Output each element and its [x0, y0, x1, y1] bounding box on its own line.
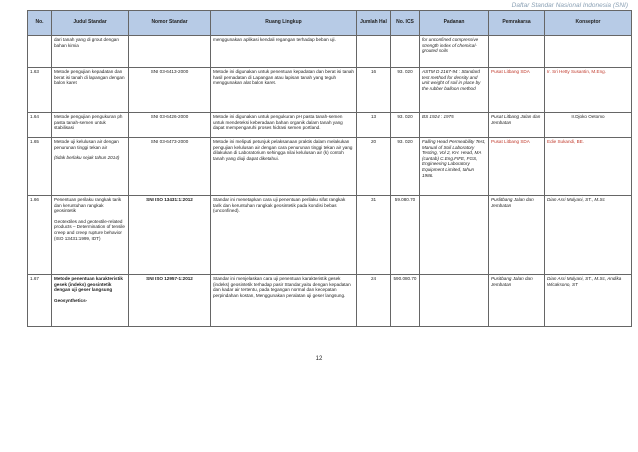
table-header-row	[28, 11, 632, 36]
row-ics: 59.080.70	[391, 196, 420, 275]
document-header-note: Daftar Standar Nasional Indonesia (SNI)	[511, 2, 628, 9]
table-row	[28, 36, 632, 68]
row-konseptor: Dian Asri Mulyani, ST., M.Sc	[545, 196, 632, 275]
row-pemrakarsa: Pusat Litbang SDA	[489, 138, 545, 196]
row-judul: Metode pengujian kepadatan dan berat isi tanah di lapangan dengan balon karet	[52, 68, 129, 113]
row-nomor: SNI 03-6473-2000	[129, 138, 211, 196]
row-nomor: SNI 03-6413-2000	[129, 68, 211, 113]
row-konseptor: Edie Sukandi, BE.	[545, 138, 632, 196]
table-row	[28, 68, 632, 113]
row-nomor: SNI 03-6426-2000	[129, 113, 211, 138]
standards-table	[27, 10, 632, 327]
row-jumlah: 24	[357, 275, 391, 327]
row-no: 1.63	[28, 68, 52, 113]
row-pemrakarsa: Pusat Litbang Jalan dan Jembatan	[489, 113, 545, 138]
table-row	[28, 275, 632, 327]
col-header-ruang: Ruang Lingkup	[211, 11, 357, 36]
row-judul: Metode pengujian pengukuran ph pasta tanah-semen untuk stabilisasi	[52, 113, 129, 138]
row-ruang: Metode ini digunakan untuk pengukuran pH pasta tanah-semen untuk mendeteksi keberadaan bahan organik dalam tanah yang dapat mempengaruhi proses hidrasi semen portland.	[211, 113, 357, 138]
row-judul-text: Penentuan perilaku rangkak tarik dan keruntuhan rangkak geosintetik	[54, 197, 122, 214]
row-nomor	[129, 36, 211, 68]
row-ruang: Standar ini menjelaskan cara uji penentuan karakteristik gesek (indeks) geosintetik terhadap pasir Standar,yaitu dengan kepadatan dan kadar air tertentu, pada tegangan normal dan kecepatan perpindahan kostan, Menggunakan peralatan uji geser langsung.	[211, 275, 357, 327]
row-ics: 590.080.70	[391, 275, 420, 327]
col-header-jumlah: Jumlah Hal	[357, 11, 391, 36]
row-jumlah: 20	[357, 138, 391, 196]
row-judul	[52, 138, 129, 196]
col-header-konseptor: Konseptor	[545, 11, 632, 36]
row-padanan: ASTM D 2167-94 : Standard test method for density and unit weight of soil in place by the rubber balloon method	[420, 68, 489, 113]
page-number: 12	[315, 356, 323, 362]
row-ics	[391, 36, 420, 68]
table-row	[28, 113, 632, 138]
col-header-judul: Judul Standar	[52, 11, 129, 36]
row-pemrakarsa: Pusat Litbang SDA	[489, 68, 545, 113]
table-row	[28, 138, 632, 196]
row-jumlah: 16	[357, 68, 391, 113]
row-ics: 93. 020	[391, 68, 420, 113]
row-no: 1.64	[28, 113, 52, 138]
col-header-pemrakarsa: Pemrakarsa	[489, 11, 545, 36]
row-judul-note: (tidak berlaku sejak tahun 2014)	[54, 155, 120, 161]
row-padanan	[420, 275, 489, 327]
row-no: 1.65	[28, 138, 52, 196]
row-jumlah	[357, 36, 391, 68]
row-judul-text: Metode penentuan karakteristik gesek (indeks) geosintetik dengan uji geser langsung	[54, 276, 123, 293]
row-padanan: for unconfined compressive strength index of chemical-grouted soils	[420, 36, 489, 68]
row-konseptor: Ir. Sri Hetty Susantin, M.Eng.	[545, 68, 632, 113]
row-judul-en: Geosynthetics-	[54, 297, 88, 303]
row-ruang: Metode ini meliputi petunjuk pelaksanaan praktis dalam melakukan pengujian kelulusan air dengan cara penurunan tinggi tekan air yang dilakukan di Laboratorium sehingga nilai kelulusan air (k) contoh tanah yang diuji dapat diketahui.	[211, 138, 357, 196]
col-header-nomor: Nomor Standar	[129, 11, 211, 36]
col-header-padanan: Padanan	[420, 11, 489, 36]
row-nomor: SNI ISO 13431:1:2012	[129, 196, 211, 275]
row-pemrakarsa: Pusitbang Jalan dan Jembatan	[489, 275, 545, 327]
row-ruang: Standar ini menetapkan cara uji penentuan perilaku sifat rangkak tarik dan keruntuhan rangkak geosintetik pada kondisi bebas (unconfined).	[211, 196, 357, 275]
row-nomor: SNI ISO 12957-1:2012	[129, 275, 211, 327]
col-header-no: No.	[28, 11, 52, 36]
row-konseptor: Dian Asri Mulyani, ST., M.Sc, Andika Wicaksono, ST	[545, 275, 632, 327]
row-padanan	[420, 196, 489, 275]
row-no: 1.67	[28, 275, 52, 327]
row-pemrakarsa: Puslitbang Jalan dan Jembatan	[489, 196, 545, 275]
row-judul: dari tanah yang di grout dengan bahan kimia	[52, 36, 129, 68]
row-ruang: menggunakan aplikasi kendali regangan terhadap beban uji.	[211, 36, 357, 68]
row-padanan: Falling Head Permeability Test, Manual of Soil Laboratory Testing, Vol 2, KH. Head, MA (cantab) C.Eng.FIFE, FGS, Engineering Laboratory Equipment Limited, tahun 1986.	[420, 138, 489, 196]
row-ics: 93. 020	[391, 138, 420, 196]
row-ics: 93. 020	[391, 113, 420, 138]
row-pemrakarsa	[489, 36, 545, 68]
row-judul-text: Metode uji kelulusan air dengan penurunan tinggi tekan air	[54, 139, 119, 150]
row-judul	[52, 196, 129, 275]
row-no: 1.66	[28, 196, 52, 275]
row-judul	[52, 275, 129, 327]
row-jumlah: 31	[357, 196, 391, 275]
col-header-ics: No. ICS	[391, 11, 420, 36]
row-konseptor	[545, 36, 632, 68]
row-no	[28, 36, 52, 68]
row-judul-en: Geotextiles and geotextile-related products – Determination of tensile creep and creep rupture behavior (ISO 13431:1999, IDT)	[54, 218, 125, 241]
row-konseptor: Ir.Djoko Oetomo	[545, 113, 632, 138]
row-padanan: BS 1924 : 1975	[420, 113, 489, 138]
row-jumlah: 13	[357, 113, 391, 138]
table-row	[28, 196, 632, 275]
row-ruang: Metode ini digunakan untuk penentuan kepadatan dan berat isi tanah hasil pemadatan di Lapangan atau lapisan tanah yang teguh menggunakan alat balon karet.	[211, 68, 357, 113]
